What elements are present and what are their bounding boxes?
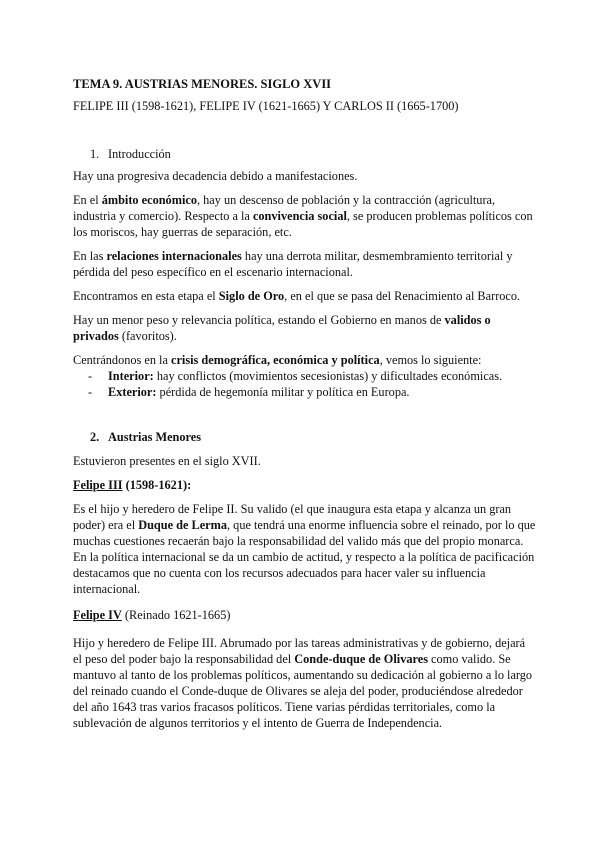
- paragraph-5-line-2: privados (favoritos).: [73, 329, 177, 343]
- felipe-iii-heading: Felipe III (1598-1621):: [73, 478, 192, 492]
- felipe-iii-line-3: muchas cuestiones recaerán bajo la responsabilidad del valido más que del propio monarca.: [73, 534, 524, 548]
- felipe-iii-line-1: Es el hijo y heredero de Felipe II. Su valido (el que inaugura esta etapa y alcanza un gran: [73, 502, 512, 516]
- felipe-iii-line-4: En la política internacional se da un cambio de actitud, y respecto a la política de pacificación: [73, 550, 535, 564]
- bullet-dash: -: [88, 369, 93, 383]
- bullet-dash: -: [88, 385, 93, 399]
- felipe-iv-line-1: Hijo y heredero de Felipe III. Abrumado por las tareas administrativas y de gobierno, dejará: [73, 636, 526, 650]
- document-title: TEMA 9. AUSTRIAS MENORES. SIGLO XVII: [73, 77, 332, 91]
- document-subtitle: FELIPE III (1598-1621), FELIPE IV (1621-1665) Y CARLOS II (1665-1700): [73, 99, 459, 113]
- section-2-heading: Austrias Menores: [108, 430, 202, 444]
- felipe-iv-line-6: sublevación de algunos territorios y el intento de Guerra de Independencia.: [73, 716, 443, 730]
- felipe-iv-line-4: del reinado cuando el Conde-duque de Olivares se aleja del poder, produciéndose alrededor: [73, 684, 523, 698]
- felipe-iii-line-6: internacional.: [73, 582, 141, 596]
- paragraph-4: Encontramos en esta etapa el Siglo de Oro, en el que se pasa del Renacimiento al Barroco.: [73, 289, 521, 303]
- bullet-interior: Interior: hay conflictos (movimientos secesionistas) y dificultades económicas.: [108, 369, 503, 383]
- paragraph-2-line-2: industria y comercio). Respecto a la convivencia social, se producen problemas políticos con: [73, 209, 533, 223]
- section-1-heading: Introducción: [108, 147, 171, 161]
- section-2-number: 2.: [90, 430, 100, 444]
- felipe-iii-line-5: destacamos que no cuenta con los recursos adecuados para hacer valer su influencia: [73, 566, 486, 580]
- paragraph-7: Estuvieron presentes en el siglo XVII.: [73, 454, 261, 468]
- paragraph-1: Hay una progresiva decadencia debido a manifestaciones.: [73, 169, 358, 183]
- section-1-number: 1.: [90, 147, 100, 161]
- paragraph-3-line-2: pérdida del peso específico en el escenario internacional.: [73, 265, 353, 279]
- bullet-exterior: Exterior: pérdida de hegemonía militar y política en Europa.: [108, 385, 410, 399]
- felipe-iv-line-5: del año 1643 tras varios fracasos políticos. Tiene varias pérdidas territoriales, como la: [73, 700, 496, 714]
- felipe-iii-line-2: poder) era el Duque de Lerma, que tendrá una enorme influencia sobre el reinado, por lo que: [73, 518, 536, 532]
- felipe-iv-line-3: mantuvo al tanto de los problemas políticos, aumentando su dedicación al gobierno a lo largo: [73, 668, 533, 682]
- paragraph-3-line-1: En las relaciones internacionales hay una derrota militar, desmembramiento territorial y: [73, 249, 513, 263]
- paragraph-6: Centrándonos en la crisis demográfica, económica y política, vemos lo siguiente:: [73, 353, 482, 367]
- paragraph-2-line-1: En el ámbito económico, hay un descenso de población y la contracción (agricultura,: [73, 193, 496, 207]
- felipe-iv-line-2: el peso del poder bajo la responsabilidad del Conde-duque de Olivares como valido. Se: [73, 652, 511, 666]
- felipe-iv-heading: Felipe IV (Reinado 1621-1665): [73, 608, 231, 622]
- paragraph-5-line-1: Hay un menor peso y relevancia política, estando el Gobierno en manos de validos o: [73, 313, 491, 327]
- paragraph-2-line-3: los moriscos, hay guerras de separación, etc.: [73, 225, 292, 239]
